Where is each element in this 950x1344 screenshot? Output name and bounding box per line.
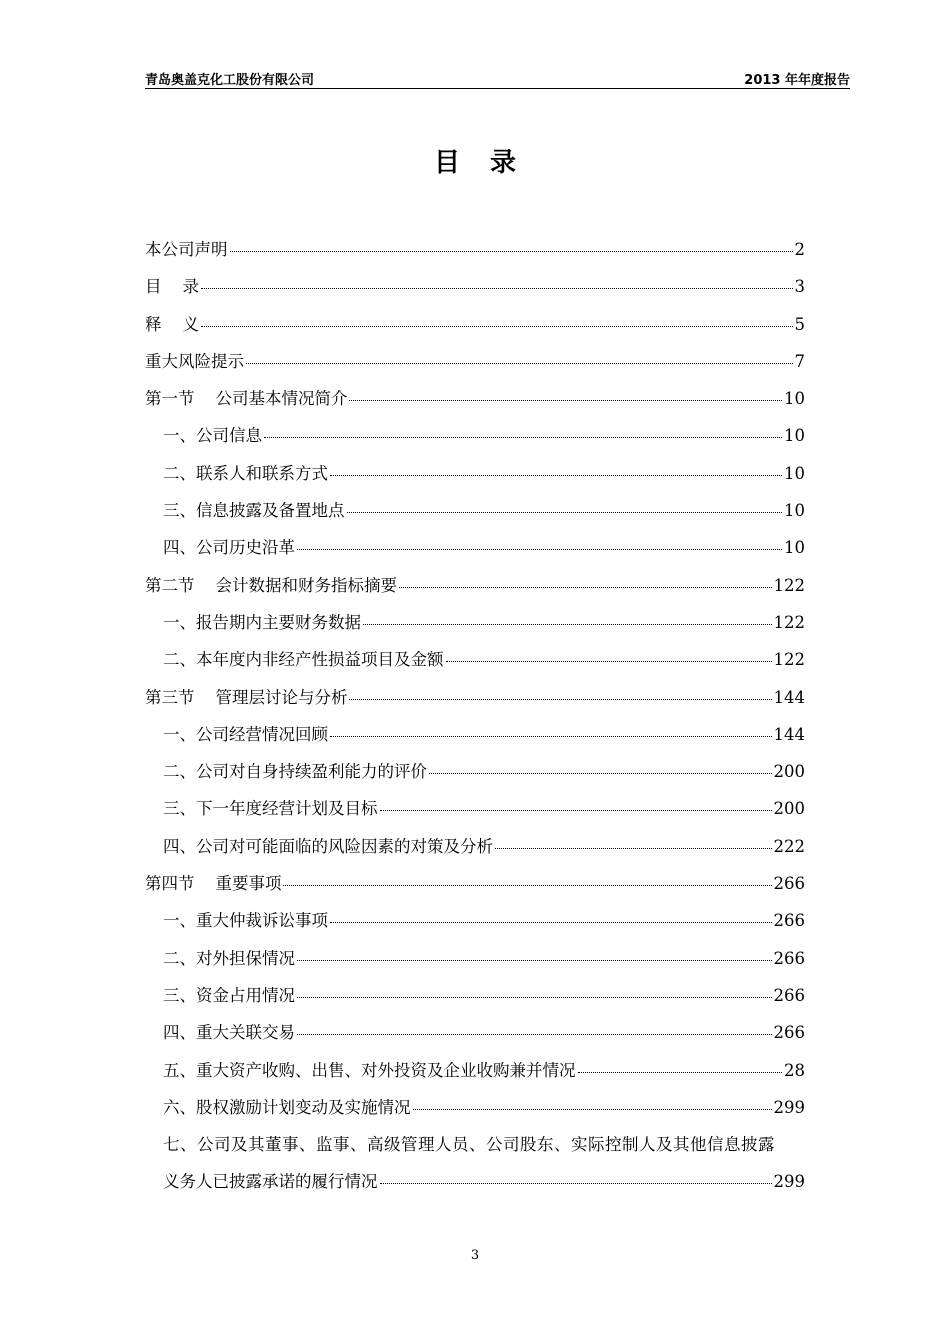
page-number: 3 bbox=[470, 1248, 480, 1263]
toc-leader-dots bbox=[330, 736, 772, 737]
toc-entry-label-line2: 义务人已披露承诺的履行情况 bbox=[163, 1172, 378, 1192]
toc-entry-page: 10 bbox=[784, 463, 805, 483]
toc-entry-label: 三、信息披露及备置地点 bbox=[163, 501, 345, 521]
toc-entry-page: 2 bbox=[794, 240, 805, 259]
toc-entry-label-line1: 七、公司及其董事、监事、高级管理人员、公司股东、实际控制人及其他信息披露 bbox=[163, 1135, 775, 1155]
toc-entry-page: 122 bbox=[773, 650, 805, 670]
toc-entry[interactable] bbox=[145, 311, 805, 348]
toc-leader-dots bbox=[297, 997, 772, 998]
toc-entry-label: 二、联系人和联系方式 bbox=[163, 463, 328, 483]
toc-entry-page: 266 bbox=[773, 948, 805, 968]
toc-leader-dots bbox=[399, 587, 772, 588]
toc-leader-dots bbox=[330, 922, 772, 923]
company-name: 青岛奥盖克化工股份有限公司 bbox=[145, 73, 315, 88]
toc-entry-page: 3 bbox=[794, 277, 805, 297]
toc-leader-dots bbox=[201, 326, 793, 327]
toc-leader-dots bbox=[264, 437, 782, 438]
toc-subentry[interactable] bbox=[145, 1094, 805, 1131]
toc-entry-page: 266 bbox=[773, 985, 805, 1005]
toc-entry[interactable] bbox=[145, 348, 805, 385]
toc-entry-label: 二、本年度内非经产性损益项目及金额 bbox=[163, 650, 444, 670]
toc-entry-label: 第三节 管理层讨论与分析 bbox=[145, 687, 348, 707]
toc-section-4[interactable] bbox=[145, 870, 805, 907]
toc-entry-page: 122 bbox=[773, 612, 805, 632]
toc-entry-page: 122 bbox=[773, 575, 805, 595]
toc-leader-dots bbox=[230, 251, 793, 252]
toc-section-3[interactable] bbox=[145, 684, 805, 721]
toc-leader-dots bbox=[363, 624, 772, 625]
toc-entry-page: 10 bbox=[784, 389, 805, 409]
toc-leader-dots bbox=[201, 288, 793, 289]
toc-entry-label: 三、下一年度经营计划及目标 bbox=[163, 799, 378, 819]
toc-section-1[interactable] bbox=[145, 385, 805, 422]
toc-entry-page: 10 bbox=[784, 426, 805, 446]
toc-entry-page: 144 bbox=[773, 724, 805, 744]
toc-subentry[interactable] bbox=[145, 833, 805, 870]
toc-entry-page: 5 bbox=[794, 314, 805, 334]
toc-entry-label: 一、报告期内主要财务数据 bbox=[163, 612, 361, 632]
toc-leader-dots bbox=[380, 1183, 772, 1184]
toc-entry-page: 10 bbox=[784, 538, 805, 558]
toc-entry-page: 266 bbox=[773, 874, 805, 894]
toc-entry-label: 一、公司经营情况回顾 bbox=[163, 724, 328, 744]
table-of-contents bbox=[145, 236, 805, 1206]
toc-subentry[interactable] bbox=[145, 497, 805, 534]
toc-subentry[interactable] bbox=[145, 1057, 805, 1094]
toc-leader-dots bbox=[446, 661, 772, 662]
toc-entry-label: 本公司声明 bbox=[145, 240, 228, 259]
toc-entry-page: 222 bbox=[773, 836, 805, 856]
toc-entry-label: 目 录 bbox=[145, 277, 199, 297]
toc-entry-label: 重大风险提示 bbox=[145, 351, 244, 371]
toc-entry[interactable] bbox=[145, 273, 805, 310]
toc-leader-dots bbox=[283, 885, 771, 886]
toc-entry-page: 200 bbox=[773, 799, 805, 819]
toc-leader-dots bbox=[297, 960, 772, 961]
toc-entry-label: 五、重大资产收购、出售、对外投资及企业收购兼并情况 bbox=[163, 1060, 576, 1080]
toc-entry-page: 10 bbox=[784, 501, 805, 521]
toc-entry-page: 299 bbox=[773, 1172, 805, 1192]
toc-entry-label: 释 义 bbox=[145, 314, 199, 334]
toc-entry-label: 一、公司信息 bbox=[163, 426, 262, 446]
toc-subentry[interactable] bbox=[145, 721, 805, 758]
toc-subentry[interactable] bbox=[145, 460, 805, 497]
toc-entry-page: 7 bbox=[794, 351, 805, 371]
toc-entry-page: 266 bbox=[773, 911, 805, 931]
toc-entry-line2 bbox=[163, 1168, 805, 1205]
toc-entry-page: 266 bbox=[773, 1023, 805, 1043]
toc-entry-page: 200 bbox=[773, 762, 805, 782]
toc-entry-label: 一、重大仲裁诉讼事项 bbox=[163, 911, 328, 931]
toc-leader-dots bbox=[349, 400, 782, 401]
toc-subentry[interactable] bbox=[145, 758, 805, 795]
toc-subentry[interactable] bbox=[145, 1019, 805, 1056]
toc-subentry[interactable] bbox=[145, 945, 805, 982]
toc-entry-label: 四、公司历史沿革 bbox=[163, 538, 295, 558]
toc-subentry[interactable] bbox=[145, 795, 805, 832]
toc-leader-dots bbox=[349, 699, 771, 700]
toc-entry-label: 六、股权激励计划变动及实施情况 bbox=[163, 1097, 411, 1117]
toc-subentry[interactable] bbox=[145, 646, 805, 683]
toc-entry-page: 28 bbox=[784, 1060, 805, 1080]
toc-entry-label: 二、对外担保情况 bbox=[163, 948, 295, 968]
toc-entry-label: 第二节 会计数据和财务指标摘要 bbox=[145, 575, 397, 595]
toc-entry-label: 三、资金占用情况 bbox=[163, 985, 295, 1005]
toc-entry-label: 二、公司对自身持续盈利能力的评价 bbox=[163, 762, 427, 782]
toc-leader-dots bbox=[380, 810, 772, 811]
toc-subentry[interactable] bbox=[145, 422, 805, 459]
toc-leader-dots bbox=[297, 549, 782, 550]
toc-leader-dots bbox=[330, 475, 782, 476]
toc-entry-page: 144 bbox=[773, 687, 805, 707]
toc-leader-dots bbox=[429, 773, 772, 774]
toc-subentry[interactable] bbox=[145, 534, 805, 571]
toc-leader-dots bbox=[495, 848, 772, 849]
toc-entry-label: 第四节 重要事项 bbox=[145, 874, 282, 894]
toc-leader-dots bbox=[347, 512, 783, 513]
toc-title: 目录 bbox=[433, 148, 546, 178]
toc-entry-label: 四、公司对可能面临的风险因素的对策及分析 bbox=[163, 836, 493, 856]
page-header bbox=[145, 66, 850, 89]
toc-leader-dots bbox=[413, 1109, 772, 1110]
toc-entry[interactable] bbox=[145, 236, 805, 273]
report-title: 2013 年年度报告 bbox=[744, 73, 850, 88]
toc-entry-page: 299 bbox=[773, 1097, 805, 1117]
toc-entry-label: 第一节 公司基本情况简介 bbox=[145, 389, 348, 409]
toc-entry-label: 四、重大关联交易 bbox=[163, 1023, 295, 1043]
toc-subentry-multiline[interactable] bbox=[145, 1131, 805, 1206]
toc-leader-dots bbox=[246, 363, 793, 364]
toc-subentry[interactable] bbox=[145, 907, 805, 944]
toc-leader-dots bbox=[297, 1034, 772, 1035]
toc-section-2[interactable] bbox=[145, 572, 805, 609]
toc-subentry[interactable] bbox=[145, 609, 805, 646]
toc-subentry[interactable] bbox=[145, 982, 805, 1019]
toc-leader-dots bbox=[578, 1072, 783, 1073]
